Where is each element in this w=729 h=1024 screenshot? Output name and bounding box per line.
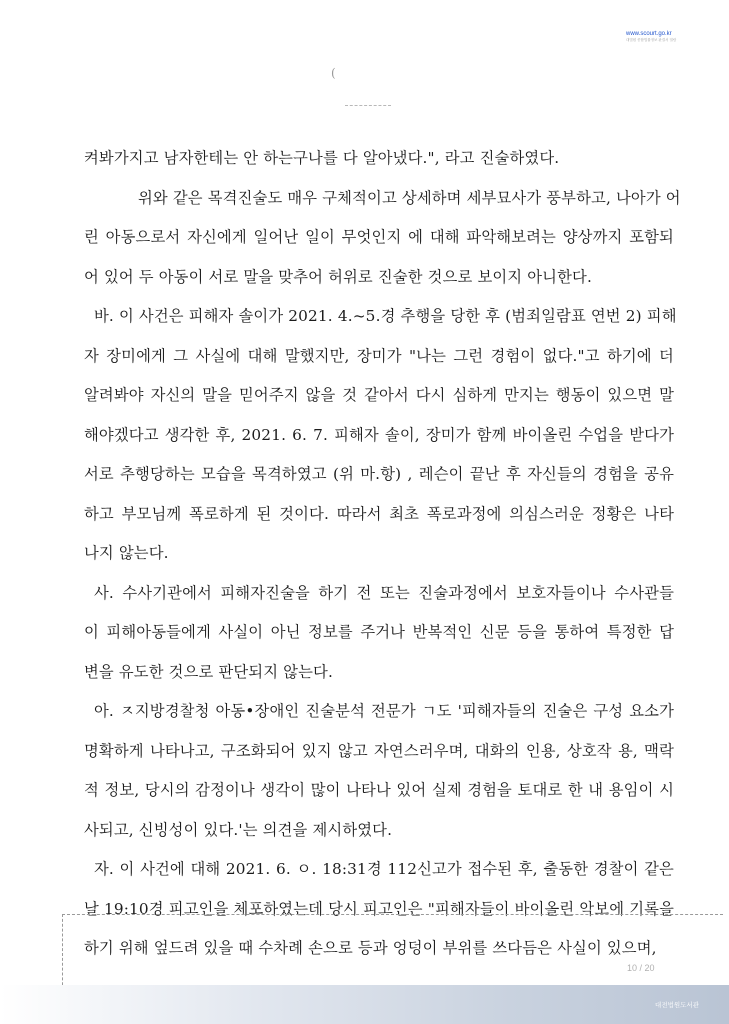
text-line: 어 있어 두 아동이 서로 말을 맞추어 허위로 진술한 것으로 보이지 아니한다. [84,267,592,286]
text-line: 서로 추행당하는 모습을 목격하였고 (위 마.항) , 레슨이 끝난 후 자신들의 경험을 공유 [84,465,674,483]
page-number: 10 / 20 [627,963,655,973]
text-line: 켜봐가지고 남자한테는 안 하는구나를 다 알아냈다.", 라고 진술하였다. [84,149,560,167]
text-line: 아. ㅈ지방경찰청 아동•장애인 진술분석 전문가 ㄱ도 '피해자들의 진술은 구성 요소가 [94,702,674,720]
text-line: 적 정보, 당시의 감정이나 생각이 많이 나타나 있어 실제 경험을 토대로 한 내 용임이 시 [84,781,674,799]
top-mark: ( [331,66,336,80]
text-line: 자 장미에게 그 사실에 대해 말했지만, 장미가 "나는 그런 경험이 없다."고 하기에 더 [84,346,674,365]
text-line: 위와 같은 목격진술도 매우 구체적이고 상세하며 세부묘사가 풍부하고, 나아가 어 [138,188,681,207]
text-line: 린 아동으로서 자신에게 일어난 일이 무엇인지 에 대해 파악해보려는 양상까지 포함되 [84,228,674,246]
text-line: 이 피해아동들에게 사실이 아닌 정보를 주거나 반복적인 신문 등을 통하여 특정한 답 [84,623,674,641]
text-line: 날 19:10경 피고인을 체포하였는데 당시 피고인은 "피해자들이 바이올린 악보에 기록을 [84,899,674,918]
header-site-url[interactable]: www.scourt.go.kr [626,31,672,37]
text-line: 변을 유도한 것으로 판단되지 않는다. [84,662,333,681]
footer-source-label: 대전법원도서관 [655,1002,699,1009]
text-line: 하기 위해 엎드려 있을 때 수차례 손으로 등과 엉덩이 부위를 쓰다듬은 사실이 있으며, [84,939,657,957]
header-subtitle: 대법원 종합법률정보 판결서 열람 [626,38,677,42]
scan-border [62,914,723,995]
text-line: 알려봐야 자신의 말을 믿어주지 않을 것 같아서 다시 심하게 만지는 행동이 있으면 말 [84,386,674,404]
text-line: 나지 않는다. [84,544,169,562]
body-text [84,143,681,973]
text-line: 사되고, 신빙성이 있다.'는 의견을 제시하였다. [84,820,393,839]
text-line: 하고 부모님께 폭로하게 된 것이다. 따라서 최초 폭로과정에 의심스러운 정황은 나타 [84,504,674,523]
text-line: 해야겠다고 생각한 후, 2021. 6. 7. 피해자 솔이, 장미가 함께 바이올린 수업을 받다가 [84,425,674,444]
text-line: 자. 이 사건에 대해 2021. 6. ㅇ. 18:31경 112신고가 접수된 후, 출동한 경찰이 같은 [94,860,674,878]
text-line: 명확하게 나타나고, 구조화되어 있지 않고 자연스러우며, 대화의 인용, 상호작 용, 맥락 [84,741,674,760]
text-line: 사. 수사기관에서 피해자진술을 하기 전 또는 진술과정에서 보호자들이나 수사관들 [94,583,674,602]
text-line: 바. 이 사건은 피해자 솔이가 2021. 4.~5.경 추행을 당한 후 (범죄일람표 연번 2) 피해 [94,307,677,325]
redaction-mark [345,105,391,109]
footer-band [0,985,729,1024]
